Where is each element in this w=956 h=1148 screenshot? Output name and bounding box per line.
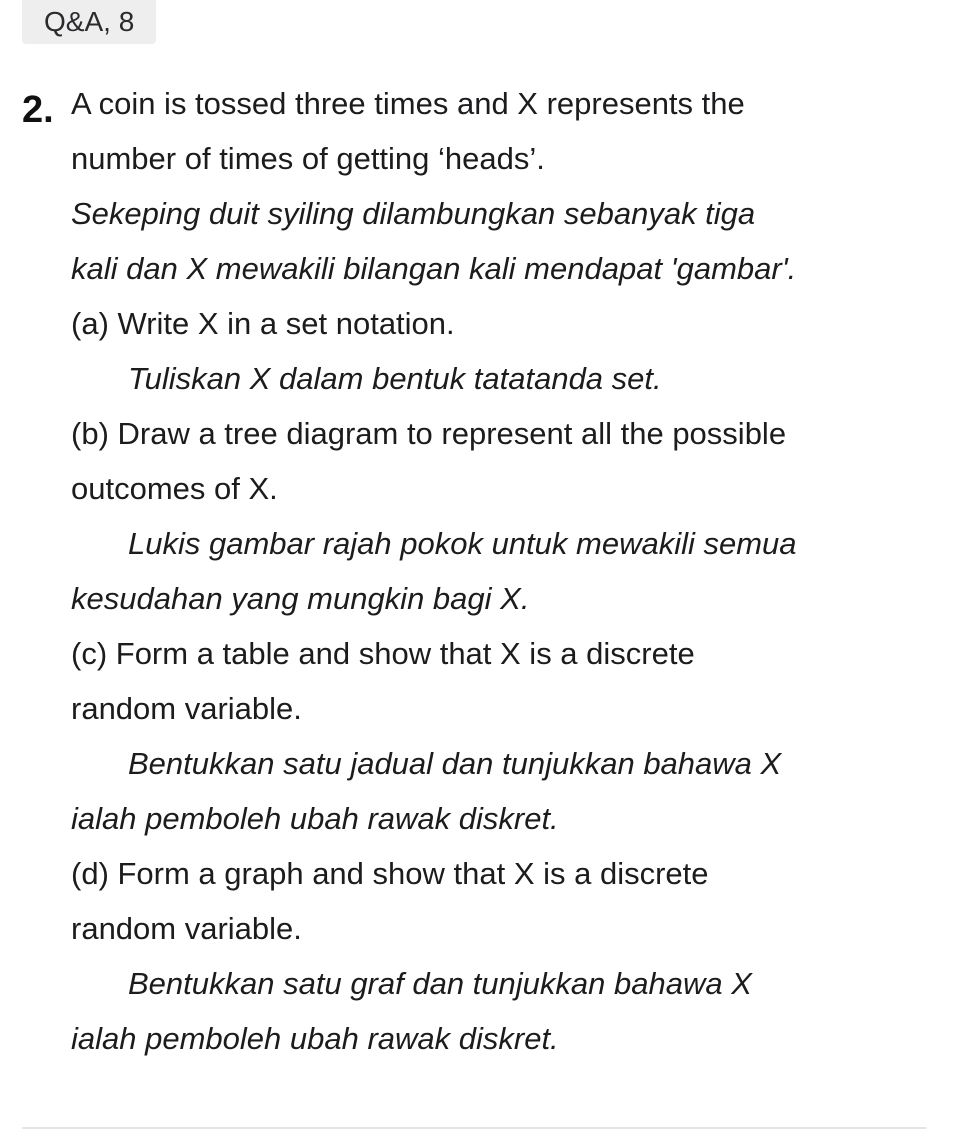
part-c-line: (c) Form a table and show that X is a discrete <box>71 636 695 671</box>
divider <box>22 1127 926 1129</box>
part-c-line: random variable. <box>71 691 302 726</box>
part-c-translation: Bentukkan satu jadual dan tunjukkan bahawa X <box>128 746 782 781</box>
part-d-translation: Bentukkan satu graf dan tunjukkan bahawa X <box>128 966 752 1001</box>
part-c-translation: ialah pemboleh ubah rawak diskret. <box>71 801 559 836</box>
part-b-translation: kesudahan yang mungkin bagi X. <box>71 581 530 616</box>
question-number: 2. <box>22 89 54 131</box>
question-line: number of times of getting ‘heads’. <box>71 141 545 176</box>
part-d-line: random variable. <box>71 911 302 946</box>
part-b-line: (b) Draw a tree diagram to represent all the possible <box>71 416 787 451</box>
question-line-translation: Sekeping duit syiling dilambungkan sebanyak tiga <box>71 196 756 231</box>
part-b-line: outcomes of X. <box>71 471 278 506</box>
part-d-translation: ialah pemboleh ubah rawak diskret. <box>71 1021 559 1056</box>
part-d-line: (d) Form a graph and show that X is a discrete <box>71 856 709 891</box>
question-line: A coin is tossed three times and X represents the <box>71 86 745 121</box>
part-b-translation: Lukis gambar rajah pokok untuk mewakili semua <box>128 526 797 561</box>
question-line-translation: kali dan X mewakili bilangan kali mendapat 'gambar'. <box>71 251 797 286</box>
question-tag[interactable]: Q&A, 8 <box>22 0 156 44</box>
part-a-line: (a) Write X in a set notation. <box>71 306 455 341</box>
part-a-translation: Tuliskan X dalam bentuk tatatanda set. <box>128 361 662 396</box>
